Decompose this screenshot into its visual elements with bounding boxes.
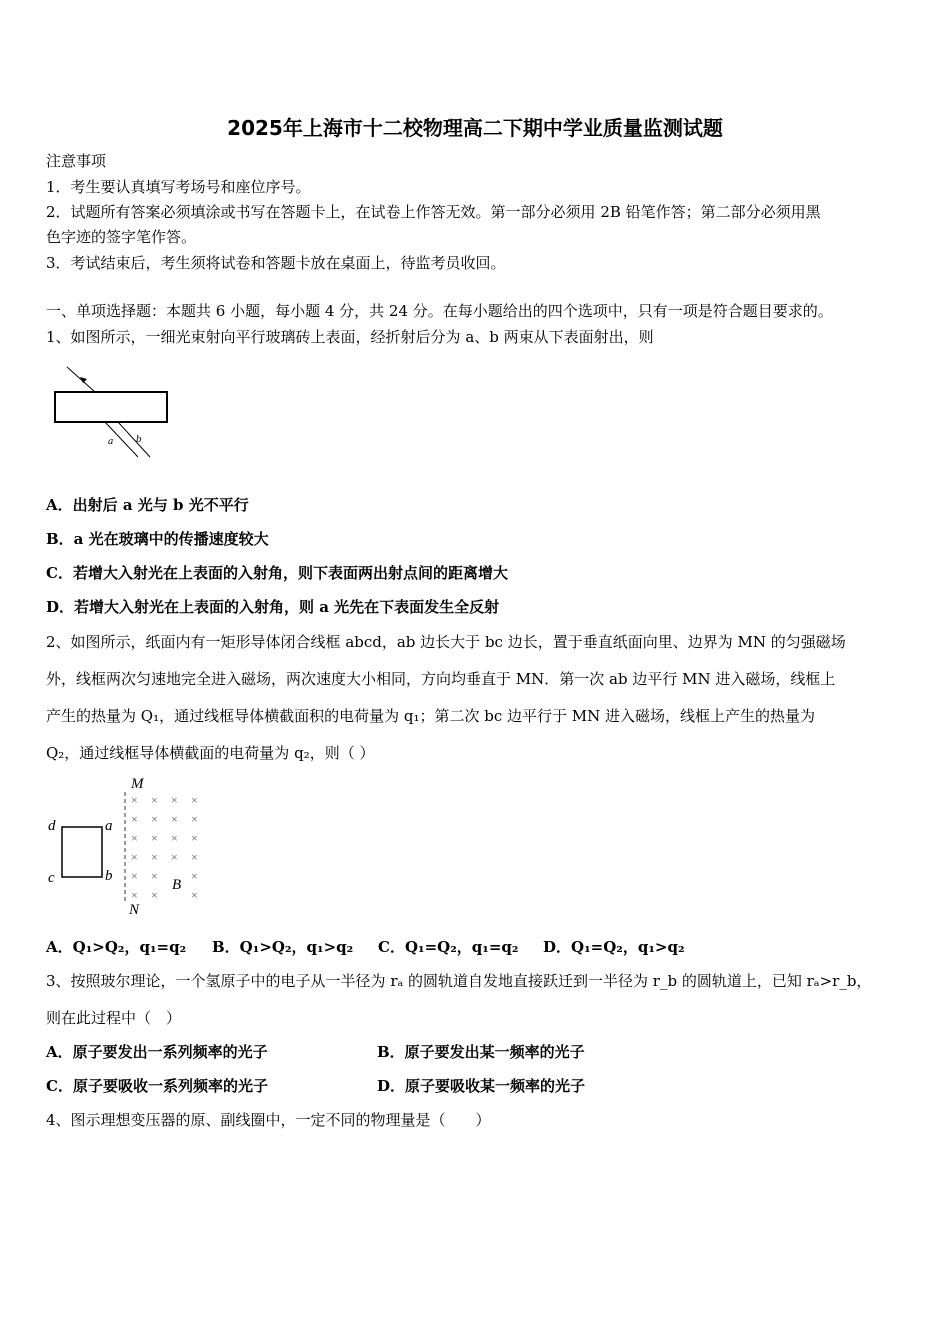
q2-option-d[interactable]: D．Q₁=Q₂，q₁>q₂ — [543, 938, 685, 956]
q2-magnetic-field-figure — [45, 772, 205, 917]
notice-item: 1．考生要认真填写考场号和座位序号。 — [46, 178, 311, 196]
field-cross-mark: × — [151, 869, 158, 883]
field-cross-mark: × — [191, 812, 198, 826]
q1-option-c[interactable]: C．若增大入射光在上表面的入射角，则下表面两出射点间的距离增大 — [46, 564, 508, 582]
field-cross-mark: × — [171, 850, 178, 864]
field-cross-mark: × — [151, 850, 158, 864]
field-cross-mark: × — [151, 812, 158, 826]
q4-stem: 4、图示理想变压器的原、副线圈中，一定不同的物理量是（ ） — [46, 1111, 491, 1129]
q2-stem-line: 外，线框两次匀速地完全进入磁场，两次速度大小相同，方向均垂直于 MN．第一次 ab 边平行 MN 进入磁场，线框上 — [46, 670, 836, 688]
q2-option-a[interactable]: A．Q₁>Q₂，q₁=q₂ — [46, 938, 187, 956]
q3-stem-line: 3、按照玻尔理论，一个氢原子中的电子从一半径为 rₐ 的圆轨道自发地直接跃迁到一半径为 r_b 的圆轨道上，已知 rₐ>r_b， — [46, 972, 872, 990]
label-b: b — [105, 868, 113, 884]
field-cross-mark: × — [171, 831, 178, 845]
field-cross-mark: × — [171, 793, 178, 807]
q3-option-c[interactable]: C．原子要吸收一系列频率的光子 — [46, 1077, 268, 1095]
notice-item: 2．试题所有答案必须填涂或书写在答题卡上，在试卷上作答无效。第一部分必须用 2B 铅笔作答；第二部分必须用黑 — [46, 203, 821, 221]
q1-glass-figure — [50, 362, 175, 462]
field-cross-mark: × — [131, 850, 138, 864]
notice-item: 色字迹的签字笔作答。 — [46, 228, 197, 246]
section-heading: 一、单项选择题：本题共 6 小题，每小题 4 分，共 24 分。在每小题给出的四个选项中，只有一项是符合题目要求的。 — [46, 302, 833, 320]
q1-option-b[interactable]: B．a 光在玻璃中的传播速度较大 — [46, 530, 269, 548]
label-M: M — [131, 776, 144, 792]
q3-stem-line: 则在此过程中（ ） — [46, 1009, 182, 1027]
label-a: a — [105, 818, 113, 834]
field-cross-mark: × — [191, 869, 198, 883]
field-cross-mark: × — [131, 812, 138, 826]
field-cross-mark: × — [131, 869, 138, 883]
q3-option-a[interactable]: A．原子要发出一系列频率的光子 — [46, 1043, 268, 1061]
fig-label-b: b — [136, 435, 142, 445]
fig-label-a: a — [108, 437, 114, 447]
q3-option-d[interactable]: D．原子要吸收某一频率的光子 — [377, 1077, 586, 1095]
field-cross-mark: × — [191, 831, 198, 845]
field-cross-mark: × — [131, 888, 138, 902]
field-cross-mark: × — [171, 812, 178, 826]
field-cross-mark: × — [131, 831, 138, 845]
q2-stem-line: 产生的热量为 Q₁，通过线框导体横截面积的电荷量为 q₁；第二次 bc 边平行于 MN 进入磁场，线框上产生的热量为 — [46, 707, 816, 725]
q2-stem-line: 2、如图所示，纸面内有一矩形导体闭合线框 abcd，ab 边长大于 bc 边长，置于垂直纸面向里、边界为 MN 的匀强磁场 — [46, 633, 846, 651]
field-cross-mark: × — [131, 793, 138, 807]
label-B: B — [172, 877, 182, 893]
field-cross-mark: × — [151, 888, 158, 902]
notice-item: 3．考试结束后，考生须将试卷和答题卡放在桌面上，待监考员收回。 — [46, 254, 506, 272]
field-cross-mark: × — [191, 850, 198, 864]
q1-option-d[interactable]: D．若增大入射光在上表面的入射角，则 a 光先在下表面发生全反射 — [46, 598, 500, 616]
field-cross-mark: × — [151, 831, 158, 845]
field-cross-mark: × — [151, 793, 158, 807]
field-cross-mark: × — [191, 888, 198, 902]
label-d: d — [48, 818, 56, 834]
field-cross-mark: × — [191, 793, 198, 807]
q2-option-c[interactable]: C．Q₁=Q₂，q₁=q₂ — [378, 938, 519, 956]
page-title: 2025年上海市十二校物理高二下期中学业质量监测试题 — [227, 116, 723, 140]
label-c: c — [48, 870, 55, 886]
q1-stem: 1、如图所示，一细光束射向平行玻璃砖上表面，经折射后分为 a、b 两束从下表面射出，则 — [46, 328, 654, 346]
label-N: N — [129, 902, 140, 917]
q2-stem-line: Q₂，通过线框导体横截面的电荷量为 q₂，则（ ） — [46, 744, 375, 762]
notice-heading: 注意事项 — [46, 152, 107, 170]
q1-option-a[interactable]: A．出射后 a 光与 b 光不平行 — [46, 496, 249, 514]
q3-option-b[interactable]: B．原子要发出某一频率的光子 — [377, 1043, 585, 1061]
q2-option-b[interactable]: B．Q₁>Q₂，q₁>q₂ — [212, 938, 354, 956]
